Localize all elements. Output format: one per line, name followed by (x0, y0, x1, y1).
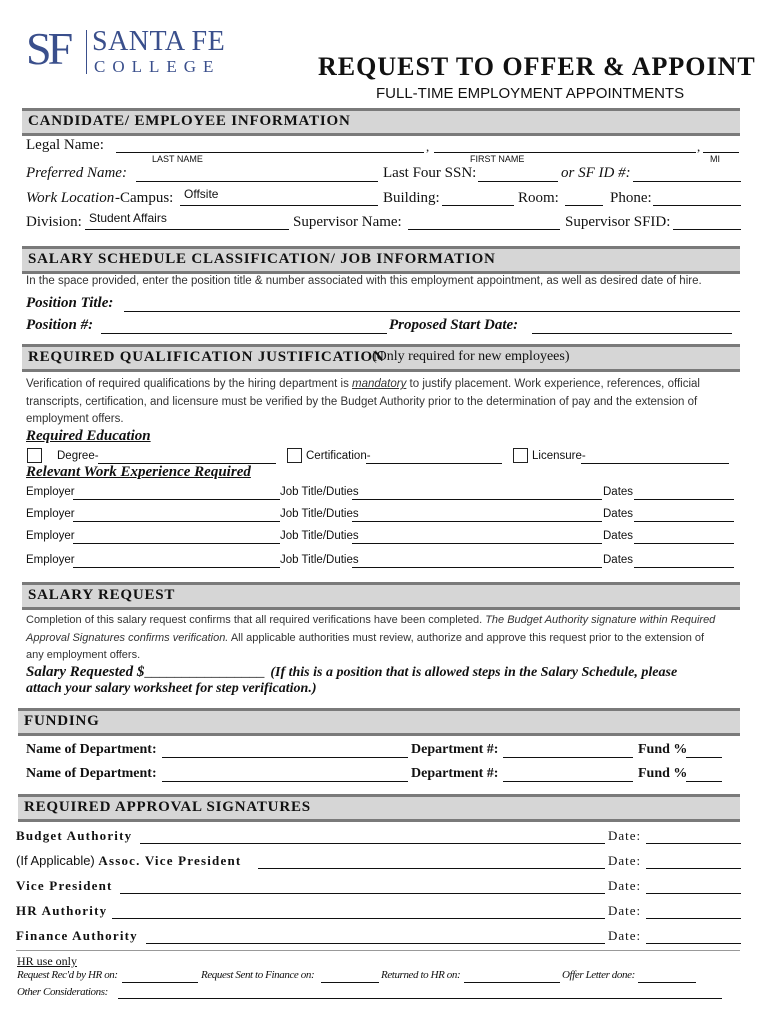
qualification-heading-note: (Only required for new employees) (372, 349, 570, 364)
logo-divider (86, 30, 87, 74)
salary-request-text-line3: any employment offers. (26, 649, 141, 661)
form-subtitle: FULL-TIME EMPLOYMENT APPOINTMENTS (376, 85, 685, 102)
salary-schedule-heading: SALARY SCHEDULE CLASSIFICATION/ JOB INFORMATION (28, 251, 496, 267)
job-title-label: Job Title/Duties (280, 554, 359, 566)
signer-label: Budget Authority (16, 828, 133, 843)
position-number-field[interactable] (101, 333, 387, 334)
room-label: Room: (518, 190, 559, 206)
experience-row (0, 528, 770, 550)
supervisor-name-label: Supervisor Name: (293, 214, 402, 230)
dates-field[interactable] (634, 543, 734, 544)
dept-number-field[interactable] (503, 781, 633, 782)
date-field[interactable] (646, 893, 741, 894)
work-location-label: Work Location (26, 190, 115, 206)
date-field[interactable] (646, 868, 741, 869)
campus-field[interactable] (180, 205, 378, 206)
dates-label: Dates (603, 486, 634, 498)
qualification-section-header (22, 344, 740, 372)
degree-label: Degree- (57, 450, 99, 462)
position-title-field[interactable] (124, 311, 740, 312)
dept-number-label: Department #: (411, 742, 499, 757)
dept-name-field[interactable] (162, 781, 408, 782)
dept-number-label: Department #: (411, 766, 499, 781)
signature-row (0, 828, 770, 852)
dept-number-field[interactable] (503, 757, 633, 758)
dates-label: Dates (603, 554, 634, 566)
division-label: Division: (26, 214, 82, 230)
campus-value[interactable]: Offsite (184, 187, 219, 201)
legal-mi-field[interactable] (703, 152, 739, 153)
division-value[interactable]: Student Affairs (89, 211, 167, 225)
supervisor-sfid-field[interactable] (673, 229, 741, 230)
date-label: Date: (608, 928, 642, 943)
approvals-section-header (18, 794, 740, 822)
funding-row (0, 742, 770, 764)
funding-heading: FUNDING (24, 713, 100, 729)
phone-label: Phone: (610, 190, 652, 206)
signature-row (0, 903, 770, 927)
date-label: Date: (608, 878, 642, 893)
approvals-heading: REQUIRED APPROVAL SIGNATURES (24, 799, 311, 815)
certification-checkbox[interactable] (287, 448, 302, 463)
salary-requested-note-line1: (If this is a position that is allowed steps in the Salary Schedule, please (270, 665, 678, 680)
fund-label: Fund % (638, 742, 688, 757)
salary-request-line1-normal: Completion of this salary request confirms that all required verifications have been completed. (26, 614, 486, 626)
last-four-ssn-field[interactable] (478, 181, 558, 182)
signer-label-group (16, 853, 241, 869)
employer-label: Employer (26, 508, 75, 520)
logo-line2: COLLEGE (94, 57, 221, 76)
dates-label: Dates (603, 530, 634, 542)
college-logo (26, 23, 256, 82)
job-title-field[interactable] (352, 499, 602, 500)
last-four-ssn-label: Last Four SSN: (383, 165, 477, 181)
fund-field[interactable] (686, 757, 722, 758)
offer-letter-label: Offer Letter done: (562, 969, 635, 981)
proposed-start-label: Proposed Start Date: (389, 317, 519, 333)
education-heading: Required Education (26, 428, 151, 444)
signature-field[interactable] (112, 918, 605, 919)
job-title-label: Job Title/Duties (280, 530, 359, 542)
employer-field[interactable] (73, 499, 280, 500)
signer-label: Assoc. Vice President (98, 853, 242, 868)
returned-field[interactable] (464, 982, 560, 983)
or-sfid-label: or SF ID #: (561, 165, 631, 181)
position-title-label: Position Title: (26, 295, 114, 311)
mi-caption: MI (710, 154, 720, 164)
returned-label: Returned to HR on: (381, 969, 461, 981)
employer-label: Employer (26, 530, 75, 542)
certification-label: Certification- (306, 450, 371, 462)
licensure-field[interactable] (581, 463, 729, 464)
last-name-caption: LAST NAME (152, 154, 203, 164)
date-label: Date: (608, 853, 642, 868)
experience-row (0, 506, 770, 528)
dates-field[interactable] (634, 499, 734, 500)
legal-name-comma-2: , (697, 139, 701, 154)
request-sent-field[interactable] (321, 982, 379, 983)
signer-label: Vice President (16, 878, 113, 893)
first-name-caption: FIRST NAME (470, 154, 525, 164)
qualification-heading: REQUIRED QUALIFICATION JUSTIFICATION (28, 349, 385, 365)
qualification-text-mandatory: mandatory (352, 378, 407, 390)
qualification-text-part2: to justify placement. Work experience, references, official (406, 378, 700, 390)
degree-checkbox[interactable] (27, 448, 42, 463)
building-label: Building: (383, 190, 440, 206)
request-recd-field[interactable] (122, 982, 198, 983)
legal-name-label: Legal Name: (26, 137, 104, 153)
signature-row (0, 853, 770, 877)
licensure-checkbox[interactable] (513, 448, 528, 463)
signer-label: HR Authority (16, 903, 108, 918)
date-label: Date: (608, 828, 642, 843)
dates-field[interactable] (634, 521, 734, 522)
dates-label: Dates (603, 508, 634, 520)
experience-row (0, 484, 770, 506)
hr-use-heading: HR use only (17, 954, 77, 968)
preferred-name-field[interactable] (136, 181, 378, 182)
legal-first-name-field[interactable] (434, 152, 696, 153)
salary-request-text-line2 (26, 632, 704, 644)
building-field[interactable] (442, 205, 514, 206)
salary-request-line2-normal: All applicable authorities must review, authorize and approve this request prior to the extension of (228, 632, 705, 644)
position-number-label: Position #: (26, 317, 94, 333)
date-field[interactable] (646, 918, 741, 919)
logo-line1: SANTA FE (92, 26, 226, 57)
offer-letter-field[interactable] (638, 982, 696, 983)
salary-requested-row (26, 664, 677, 681)
date-field[interactable] (646, 943, 741, 944)
funding-row (0, 766, 770, 788)
request-recd-label: Request Rec'd by HR on: (17, 969, 118, 981)
preferred-name-label: Preferred Name: (26, 165, 127, 181)
experience-heading: Relevant Work Experience Required (26, 464, 251, 480)
certification-field[interactable] (366, 463, 502, 464)
dept-name-field[interactable] (162, 757, 408, 758)
request-sent-label: Request Sent to Finance on: (201, 969, 315, 981)
signature-field[interactable] (258, 868, 605, 869)
qualification-text-part1: Verification of required qualifications by the hiring department is (26, 378, 353, 390)
salary-request-line1-italic: The Budget Authority signature within Required (485, 614, 716, 626)
employer-field[interactable] (73, 567, 280, 568)
qualification-text-line2: transcripts, certification, and licensure must be verified by the Budget Authority prior to the determination of pay and the extension of (26, 396, 698, 408)
salary-schedule-section-header (22, 246, 740, 274)
salary-request-heading: SALARY REQUEST (28, 587, 176, 603)
signature-field[interactable] (140, 843, 605, 844)
other-considerations-field[interactable] (118, 998, 722, 999)
salary-schedule-instructions: In the space provided, enter the position title & number associated with this employment appointment, as well as desired date of hire. (26, 275, 702, 287)
licensure-label: Licensure- (532, 450, 586, 462)
fund-label: Fund % (638, 766, 688, 781)
salary-request-section-header (22, 582, 740, 610)
employer-label: Employer (26, 554, 75, 566)
signer-prefix: (If Applicable) (16, 853, 99, 868)
experience-rows (0, 484, 770, 574)
signer-label: Finance Authority (16, 928, 138, 943)
signature-field[interactable] (146, 943, 605, 944)
salary-requested-label: Salary Requested $ (26, 664, 145, 680)
sfid-field[interactable] (633, 181, 741, 182)
form-title: REQUEST TO OFFER & APPOINT (318, 52, 756, 81)
job-title-label: Job Title/Duties (280, 508, 359, 520)
legal-last-name-field[interactable] (116, 152, 424, 153)
salary-requested-field[interactable]: ________________ (144, 664, 265, 680)
experience-row (0, 550, 770, 572)
qualification-text-line1 (26, 378, 700, 390)
dept-name-label: Name of Department: (26, 766, 157, 781)
dept-name-label: Name of Department: (26, 742, 157, 757)
candidate-heading: CANDIDATE/ EMPLOYEE INFORMATION (28, 113, 351, 129)
date-field[interactable] (646, 843, 741, 844)
employer-label: Employer (26, 486, 75, 498)
supervisor-name-field[interactable] (408, 229, 560, 230)
logo-initials: SF (26, 23, 70, 74)
hr-divider (16, 950, 740, 951)
salary-requested-note-line2: attach your salary worksheet for step verification.) (26, 681, 317, 696)
division-field[interactable] (85, 229, 289, 230)
campus-label: -Campus: (115, 190, 174, 206)
proposed-start-field[interactable] (532, 333, 732, 334)
salary-request-text-line1 (26, 614, 715, 626)
date-label: Date: (608, 903, 642, 918)
funding-section-header (18, 708, 740, 736)
phone-field[interactable] (653, 205, 741, 206)
job-title-label: Job Title/Duties (280, 486, 359, 498)
signature-field[interactable] (120, 893, 605, 894)
dates-field[interactable] (634, 567, 734, 568)
job-title-field[interactable] (352, 543, 602, 544)
salary-request-line2-italic: Approval Signatures confirms verification. (26, 632, 229, 644)
job-title-field[interactable] (352, 567, 602, 568)
signature-row (0, 928, 770, 952)
qualification-text-line3: employment offers. (26, 413, 124, 425)
employer-field[interactable] (73, 521, 280, 522)
legal-name-comma-1: , (426, 139, 430, 154)
candidate-section-header (22, 108, 740, 136)
room-field[interactable] (565, 205, 603, 206)
signature-row (0, 878, 770, 902)
employer-field[interactable] (73, 543, 280, 544)
supervisor-sfid-label: Supervisor SFID: (565, 214, 671, 230)
fund-field[interactable] (686, 781, 722, 782)
job-title-field[interactable] (352, 521, 602, 522)
other-considerations-label: Other Considerations: (17, 986, 108, 998)
